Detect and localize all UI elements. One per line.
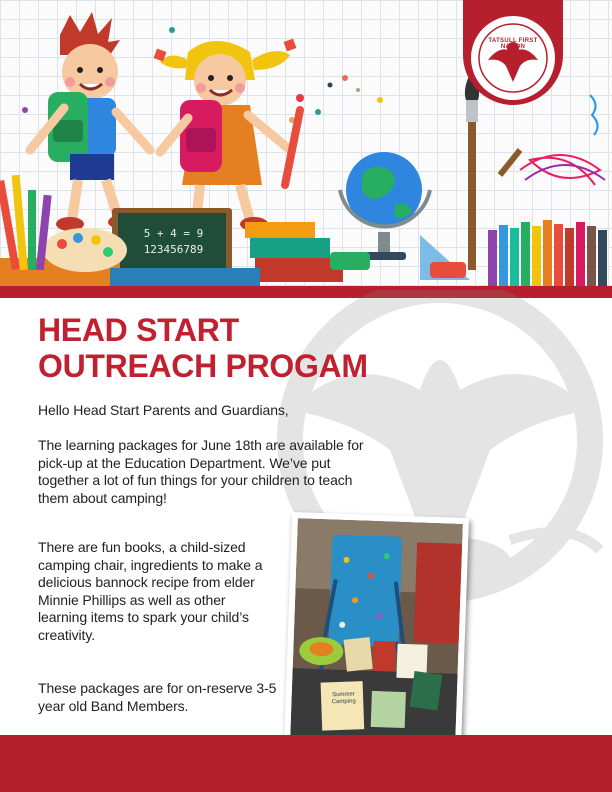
colored-pencils-right-illustration (488, 220, 607, 286)
pencils-left-illustration (0, 175, 52, 270)
title-line-2: OUTREACH PROGAM (38, 348, 368, 384)
photo-book-label: Summer Camping (331, 691, 356, 706)
chalkboard-equation: 5 + 4 = 9 (143, 227, 204, 240)
paragraph-1: The learning packages for June 18th are available for pick-up at the Education Department. We’ve put together a lot of fun things for your children to teach them about camping! (38, 437, 364, 506)
paragraph-3: These packages are for on-reserve 3-5 year old Band Members. (38, 680, 277, 714)
globe-illustration (340, 152, 430, 260)
seal-text: TATSULL FIRST NATION (488, 38, 538, 50)
girl-illustration (154, 39, 300, 233)
bottom-red-band (0, 735, 612, 792)
palette-illustration (43, 228, 127, 272)
chalkboard-numbers: 123456789 (143, 243, 204, 256)
package-photo (284, 512, 469, 752)
greeting-text: Hello Head Start Parents and Guardians, (38, 402, 289, 418)
first-nation-seal-logo (458, 0, 568, 108)
chalkboard-text (126, 226, 221, 258)
crayon-scribbles-illustration (520, 95, 605, 185)
page-title (38, 312, 368, 384)
paragraph-2: There are fun books, a child-sized camping chair, ingredients to make a delicious bannock recipe from elder Minnie Phillips as well as other learning items to spark your child’s creativity. (38, 539, 263, 643)
title-line-1: HEAD START (38, 312, 239, 348)
package-photo-image (290, 518, 463, 746)
